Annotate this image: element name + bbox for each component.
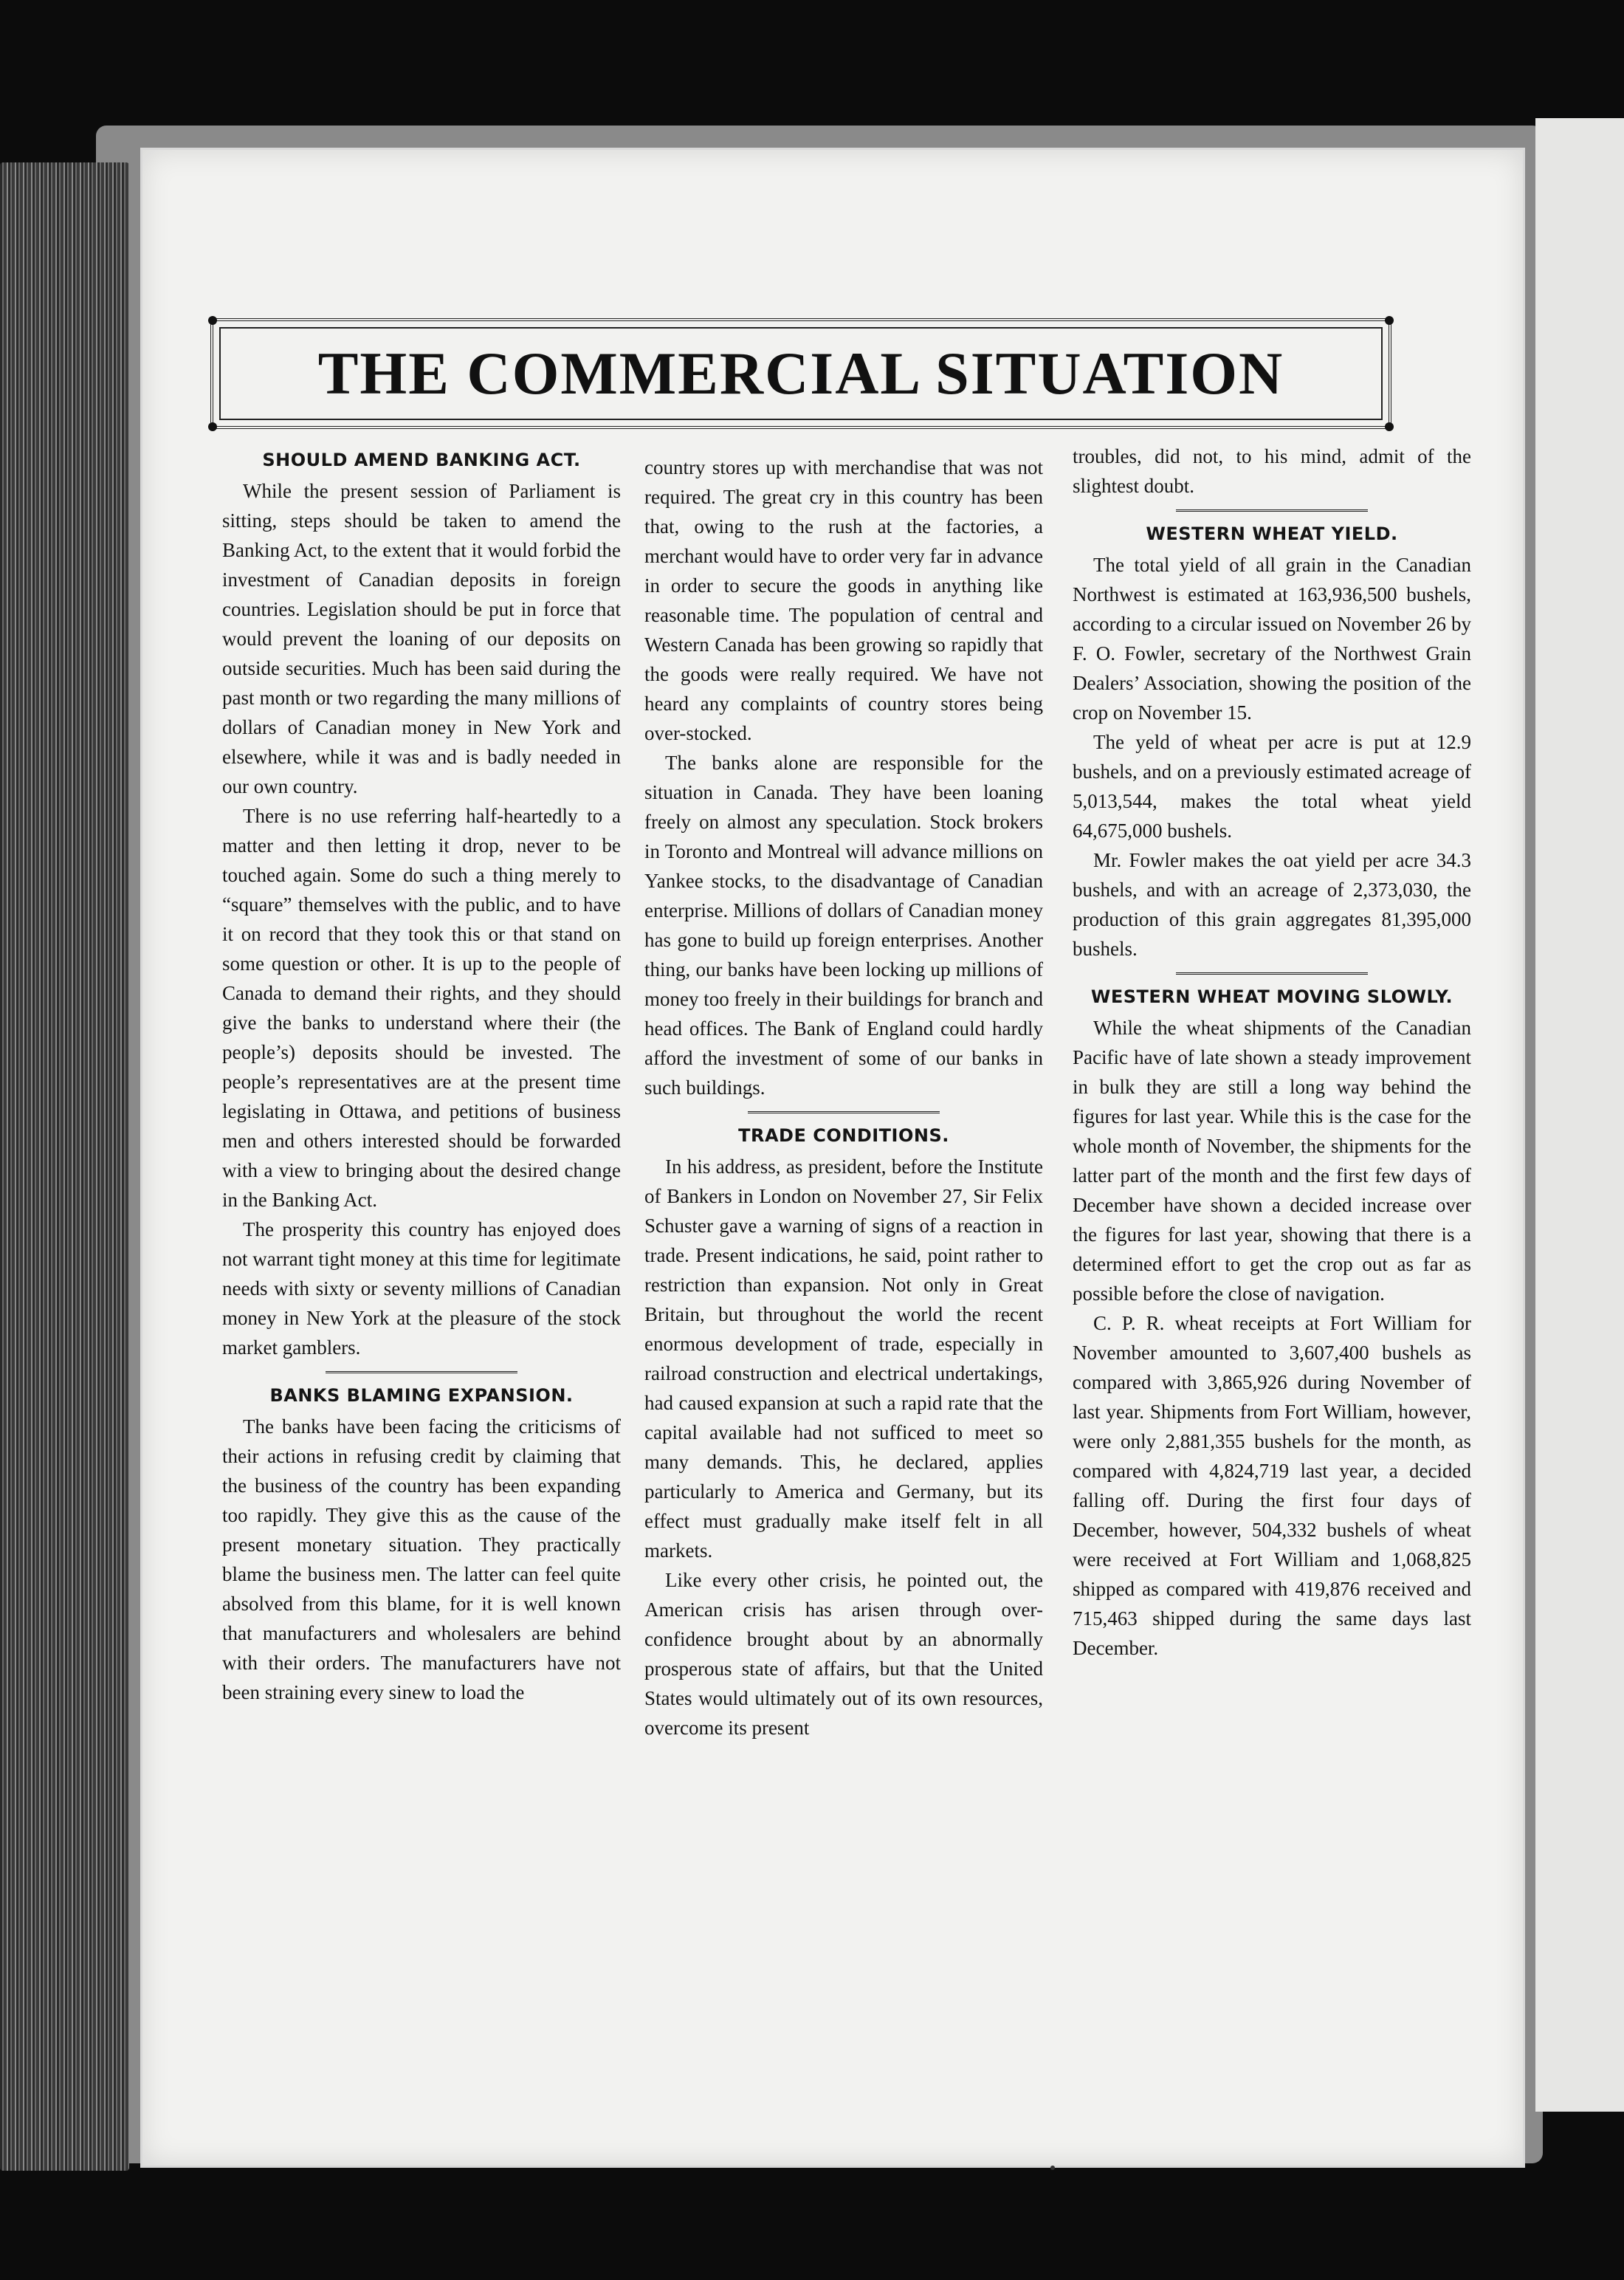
section-heading: WESTERN WHEAT YIELD. [1146,523,1398,544]
adjacent-page [1535,118,1624,2112]
continued-paragraph: troubles, did not, to his mind, admit of the slightest doubt. [1073,445,1471,497]
headline-frame [210,318,1391,429]
column-3 [1073,442,1471,1663]
section-divider [1176,509,1368,512]
section-heading: WESTERN WHEAT MOVING SLOWLY. [1090,986,1453,1007]
paragraph: The total yield of all grain in the Canadian Northwest is estimated at 163,936,500 bushels, according to a circular issued on November 26 by F. O. Fowler, secretary of the Northwest Grain Dealers’ Association, showing the position of the crop on November 15. [1073,554,1471,724]
paragraph: Like every other crisis, he pointed out, the American crisis has arisen through over-confidence brought about by an abnormally prosperous state of affairs, but that the United States would ultimately out of its own resources, overcome its present [644,1569,1043,1739]
page-dot [1050,2166,1055,2170]
paragraph: Mr. Fowler makes the oat yield per acre 34.3 bushels, and with an acreage of 2,373,030, the production of this grain aggregates 81,395,000 bushels. [1073,849,1471,960]
book-page-edges [0,162,129,2171]
paragraph: The banks have been facing the criticisms of their actions in refusing credit by claiming that the business of the country has been expanding too rapidly. They give this as the cause of the present monetary situation. They practically blame the business men. The latter can feel quite absolved from this blame, for it is well known that manufacturers and wholesalers are behind with their orders. The manufacturers have not been straining every sinew to load the [222,1415,621,1703]
magazine-page [140,148,1525,2168]
paragraph: C. P. R. wheat receipts at Fort William for November amounted to 3,607,400 bushels as compared with 3,865,926 during November of last year. Shipments from Fort William, however, were only 2,881,355 bushels for the month, as compared with 4,824,719 last year, a decided falling off. During the first four days of December, however, 504,332 bushels of wheat were received at Fort William and 1,068,825 shipped as compared with 419,876 received and 715,463 shipped during the same days last December. [1073,1312,1471,1659]
paragraph: While the wheat shipments of the Canadian Pacific have of late shown a steady improvement in bulk they are still a long way behind the figures for last year. While this is the case for the whole month of November, the shipments for the latter part of the month and the first few days of December have shown a decided increase over the figures for last year, showing that there is a determined effort to get the crop out as far as possible before the close of navigation. [1073,1017,1471,1305]
frame-corner-dot [208,316,217,325]
paragraph: The yeld of wheat per acre is put at 12.9 bushels, and on a previously estimated acreage of 5,013,544, makes the total wheat yield 64,675,000 bushels. [1073,731,1471,842]
section-divider [1176,972,1368,975]
section-divider [326,1371,517,1373]
continued-paragraph: country stores up with merchandise that was not required. The great cry in this country has been that, owing to the rush at the factories, a merchant would have to order very far in advance in order to secure the goods in anything like reasonable time. The population of central and Western Canada has been growing so rapidly that the goods were really required. We have not heard any complaints of country stores being over-stocked. [644,456,1043,744]
page-headline: THE COMMERCIAL SITUATION [317,340,1284,407]
column-2 [644,453,1043,1742]
paragraph: The banks alone are responsible for the situation in Canada. They have been loaning freely on almost any speculation. Stock brokers in Toronto and Montreal will advance millions on Yankee stocks, to the disadvantage of Canadian enterprise. Millions of dollars of Canadian money has gone to build up foreign enterprises. Another thing, our banks have been locking up millions of money too freely in their buildings for branch and head offices. The Bank of England could hardly afford the investment of some of our banks in such buildings. [644,752,1043,1099]
paragraph: In his address, as president, before the Institute of Bankers in London on November 27, Sir Felix Schuster gave a warning of signs of a reaction in trade. Present indications, he said, point rather to restriction than expansion. Not only in Great Britain, but throughout the world the recent enormous development of trade, especially in railroad construction and electrical undertakings, had caused expansion at such a rapid rate that the capital available had not sufficed to meet so many demands. This, he declared, applies particularly to America and Germany, but its effect must gradually make itself felt in all markets. [644,1156,1043,1562]
frame-corner-dot [1385,316,1394,325]
paragraph: There is no use referring half-heartedly to a matter and then letting it drop, never to be touched again. Some do such a thing merely to “square” themselves with the public, and to have it on record that they took this or that stand on some question or other. It is up to the people of Canada to demand their rights, and they should give the banks to understand where their (the people’s) deposits should be invested. The people’s representatives are at the present time legislating in Ottawa, and petitions of business men and others interested should be forwarded with a view to bringing about the desired change in the Banking Act. [222,805,621,1211]
section-heading: BANKS BLAMING EXPANSION. [269,1385,574,1406]
section-heading: TRADE CONDITIONS. [738,1125,949,1146]
paragraph: The prosperity this country has enjoyed does not warrant tight money at this time for legitimate needs with sixty or seventy millions of Canadian money in New York at the pleasure of the stock market gamblers. [222,1218,621,1359]
frame-corner-dot [208,422,217,431]
section-heading: SHOULD AMEND BANKING ACT. [262,450,581,470]
section-divider [748,1111,940,1113]
column-1 [222,445,621,1707]
frame-corner-dot [1385,422,1394,431]
paragraph: While the present session of Parliament is sitting, steps should be taken to amend the Banking Act, to the extent that it would forbid the investment of Canadian deposits in foreign countries. Legislation should be put in force that would prevent the loaning of our deposits on outside securities. Much has been said during the past month or two regarding the many millions of dollars of Canadian money in New York and elsewhere, while it was and is badly needed in our own country. [222,480,621,797]
